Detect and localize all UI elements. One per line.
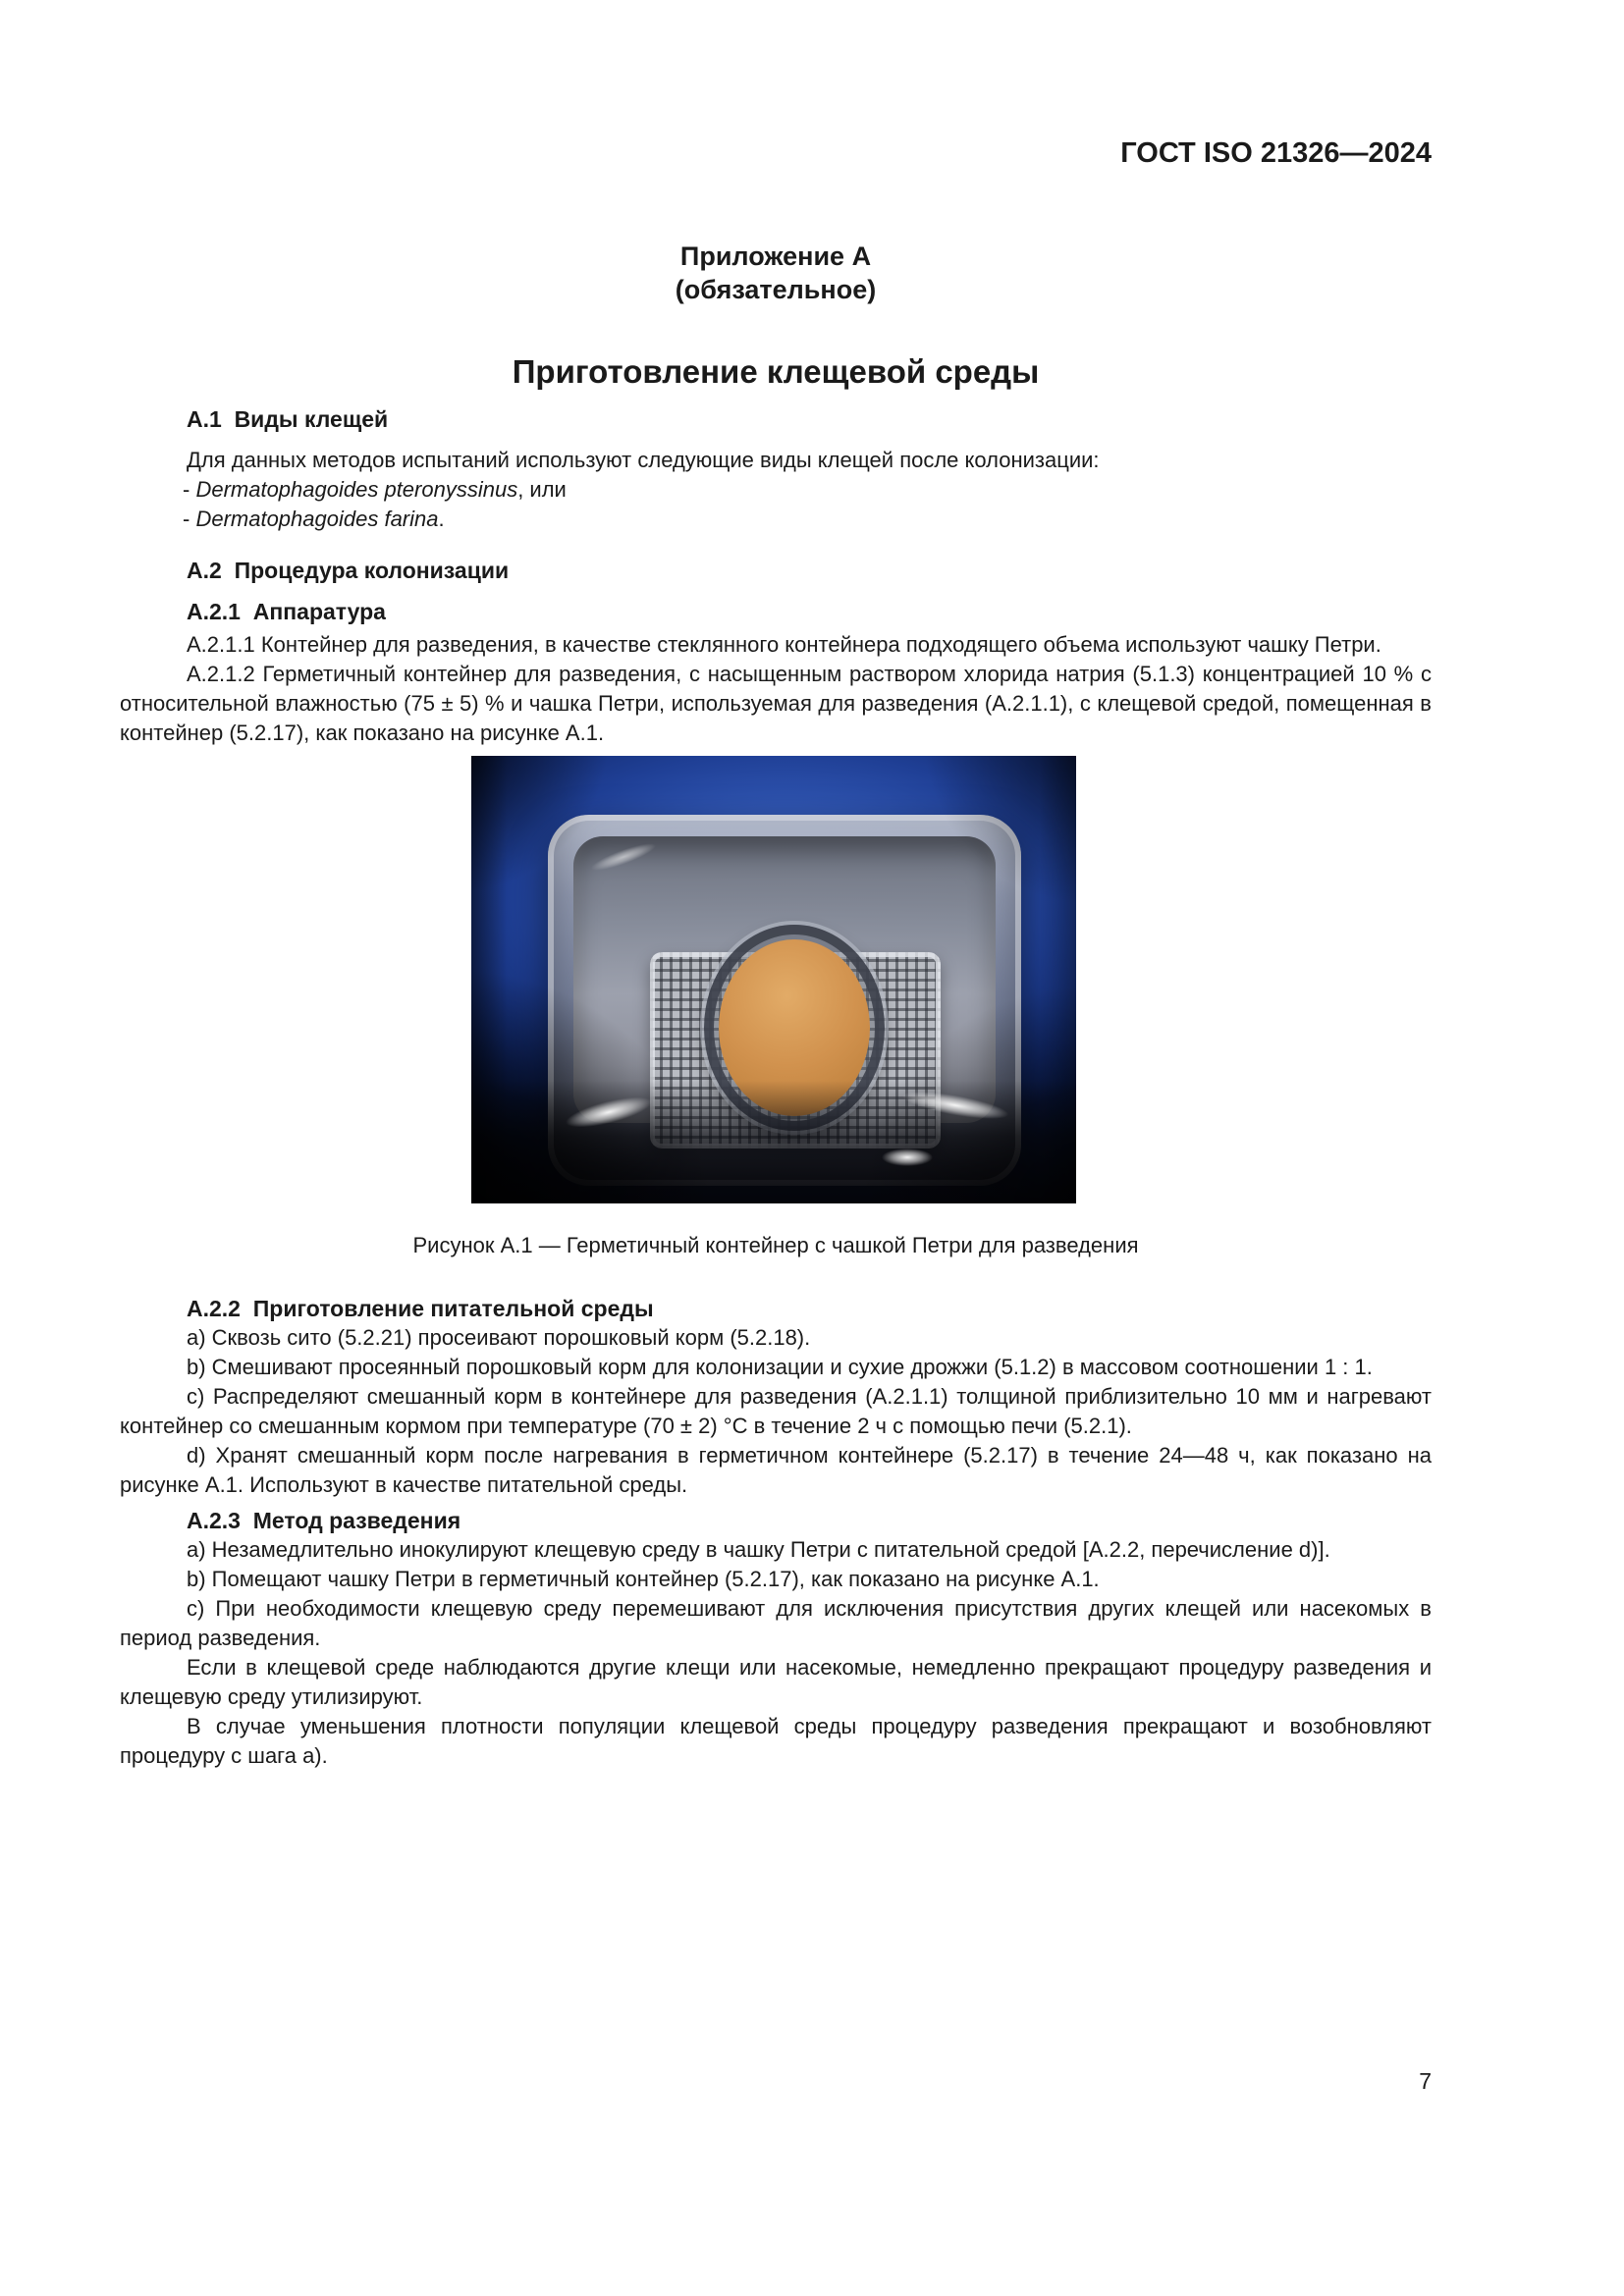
rim-highlight bbox=[882, 1148, 933, 1166]
document-code-header: ГОСТ ISO 21326—2024 bbox=[1120, 137, 1432, 169]
species-list-item bbox=[120, 475, 1432, 505]
a22-item-d: d) Хранят смешанный корм после нагревания в герметичном контейнере (5.2.17) в течение 24—48 ч, как показано на рисунке А.1. Используют в качестве питательной среды. bbox=[120, 1443, 1432, 1497]
appendix-status: (обязательное) bbox=[675, 275, 877, 304]
figure-caption: Рисунок А.1 — Герметичный контейнер с чашкой Петри для разведения bbox=[412, 1233, 1139, 1257]
page-number: 7 bbox=[1419, 2068, 1432, 2094]
a212-paragraph: А.2.1.2 Герметичный контейнер для разведения, с насыщенным раствором хлорида натрия (5.1.3) концентрацией 10 % с относительной влажностью (75 ± 5) % и чашка Петри, используемая для разведения (А.2.1.1), с клещевой средой, помещенная в контейнер (5.2.17), как показано на рисунке А.1. bbox=[120, 662, 1432, 745]
a22-item-a: a) Сквозь сито (5.2.21) просеивают порошковый корм (5.2.18). bbox=[187, 1325, 811, 1350]
figure-a1 bbox=[120, 756, 1432, 1260]
a1-intro-paragraph: Для данных методов испытаний используют следующие виды клещей после колонизации: bbox=[187, 448, 1100, 472]
a23-note: Если в клещевой среде наблюдаются другие клещи или насекомые, немедленно прекращают процедуру разведения и клещевую среду утилизируют. bbox=[120, 1655, 1432, 1709]
species-dash: - bbox=[183, 507, 196, 531]
heading-a1: А.1 Виды клещей bbox=[187, 406, 389, 432]
heading-a2: А.2 Процедура колонизации bbox=[187, 558, 510, 583]
a22-item-c: c) Распределяют смешанный корм в контейнере для разведения (А.2.1.1) толщиной приблизительно 10 мм и нагревают контейнер со смешанным кормом при температуре (70 ± 2) °С в течение 2 ч с помощью печи (5.2.1). bbox=[120, 1384, 1432, 1438]
text-block bbox=[120, 137, 1432, 1771]
a211-paragraph: А.2.1.1 Контейнер для разведения, в качестве стеклянного контейнера подходящего объема используют чашку Петри. bbox=[187, 632, 1381, 657]
appendix-label: Приложение А bbox=[679, 241, 872, 271]
species-tail: . bbox=[438, 507, 445, 531]
photo-bottom-shadow bbox=[471, 1081, 1076, 1203]
appendix-title: Приготовление клещевой среды bbox=[512, 353, 1040, 390]
species-dash: - bbox=[183, 477, 196, 502]
species-latin-name: Dermatophagoides farina bbox=[195, 507, 439, 531]
a22-item-b: b) Смешивают просеянный порошковый корм для колонизации и сухие дрожжи (5.1.2) в массовом соотношении 1 : 1. bbox=[187, 1355, 1373, 1379]
container-photo bbox=[471, 756, 1076, 1203]
heading-a22: А.2.2 Приготовление питательной среды bbox=[187, 1296, 654, 1321]
species-list-item bbox=[120, 505, 1432, 534]
a23-item-b: b) Помещают чашку Петри в герметичный контейнер (5.2.17), как показано на рисунке А.1. bbox=[187, 1567, 1100, 1591]
a23-item-c: c) При необходимости клещевую среду перемешивают для исключения присутствия других клещей или насекомых в период разведения. bbox=[120, 1596, 1432, 1650]
species-tail: , или bbox=[517, 477, 567, 502]
a23-item-a: a) Незамедлительно инокулируют клещевую среду в чашку Петри с питательной средой [А.2.2, перечисление d)]. bbox=[187, 1537, 1330, 1562]
species-latin-name: Dermatophagoides pteronyssinus bbox=[195, 477, 518, 502]
heading-a23: А.2.3 Метод разведения bbox=[187, 1508, 461, 1533]
a23-note: В случае уменьшения плотности популяции клещевой среды процедуру разведения прекращают и возобновляют процедуру с шага а). bbox=[120, 1714, 1432, 1768]
heading-a21: А.2.1 Аппаратура bbox=[187, 599, 386, 624]
